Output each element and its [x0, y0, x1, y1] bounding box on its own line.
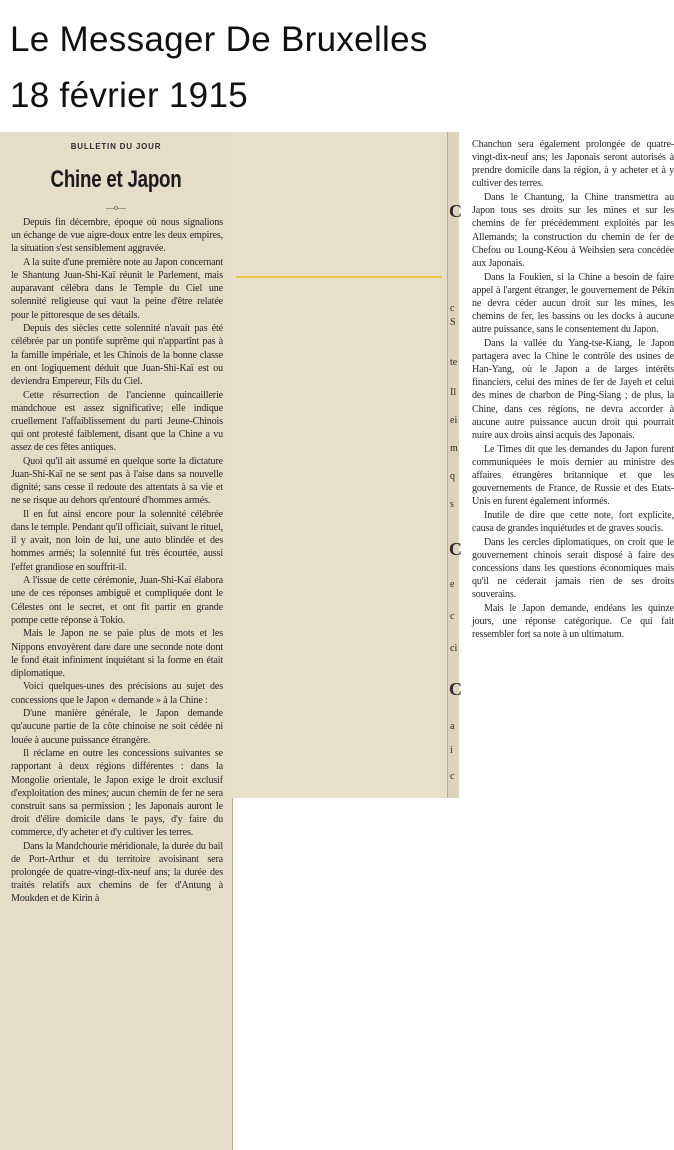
- highlight-underline: [236, 276, 442, 278]
- article-title: Chine et Japon: [50, 166, 182, 193]
- paragraph: Mais le Japon ne se paie plus de mots et les Nippons envoyèrent dare dare une seconde note dont le fond était infiniment inquiétant si la forme en était diplomatique.: [11, 628, 223, 679]
- publication-date: 18 février 1915: [10, 76, 248, 115]
- title-separator: —o—: [106, 203, 126, 212]
- paragraph: Le Times dit que les demandes du Japon furent communiquées le mois dernier au ministre des affaires étrangères britannique et que les gouvernements de France, de Russie et des Etats-Unis en furent également informés.: [472, 443, 674, 508]
- clipping-right-column: [232, 132, 674, 798]
- rubric-label: BULLETIN DU JOUR: [70, 142, 162, 151]
- edge-letter: c: [450, 611, 455, 622]
- edge-letter: te: [450, 357, 458, 368]
- paragraph: A la suite d'une première note au Japon concernant le Shantung Juan-Shi-Kaï réunit le Parlement, mais auparavant célébra dans le Temple du Ciel une solennité religieuse qui vaut la peine d'être relatée pour le pittoresque de ses détails.: [11, 256, 223, 321]
- paragraph: Il en fut ainsi encore pour la solennité célébrée dans le temple. Pendant qu'il officiait, suivant le rituel, il y avait, non loin de lui, une auto blindée et des hommes armés; la solennité fut très écourtée, aussi l'effet grandiose en souffrit-il.: [11, 508, 223, 573]
- paragraph-continuation: Chanchun sera également prolongée de quatre-vingt-dix-neuf ans; les Japonais seront autorisés à prendre domicile dans la région, à y acheter et à y cultiver des terres.: [472, 139, 674, 190]
- adjacent-column-edge: [447, 132, 462, 798]
- paragraph: Dans la Foukien, si la Chine a besoin de faire appel à l'argent étranger, le gouvernement de Pékin ne devra céder aucun droit sur les mines, les chemins de fer, les bassins ou les docks à aucune autre puissance, sans le consentement du Japon.: [472, 271, 674, 336]
- publication-title: Le Messager De Bruxelles: [10, 20, 428, 59]
- clipping-left-column: [0, 132, 233, 1150]
- edge-letter: a: [450, 721, 455, 732]
- paragraph: Depuis des siècles cette solennité n'avait pas été célébrée par un pontife suprême qui n'appartînt pas à la famille impériale, et les Chinois de la bonne classe en ont logiquement déduit que Juan-Shi-Kaï est ou deviendra Empereur, Fils du Ciel.: [11, 323, 223, 387]
- edge-letter: s: [450, 499, 454, 510]
- edge-letter: C: [449, 539, 462, 559]
- edge-letter: ci: [450, 643, 458, 654]
- paragraph: Mais le Japon demande, endéans les quinze jours, une réponse catégorique. Ce qui fait ressembler fort sa note à un ultimatum.: [472, 602, 674, 641]
- paragraph: Inutile de dire que cette note, fort explicite, causa de grandes inquiétudes et de graves soucis.: [472, 509, 674, 535]
- paragraph: Dans la Mandchourie méridionale, la durée du bail de Port-Arthur et du territoire avoisinant sera prolongée de quatre-vingt-dix-neuf ans; la durée des traités relatifs aux chemins de fer d'Antung à Moukden et de Kirin à: [11, 840, 223, 905]
- paragraph: Voici quelques-unes des précisions au sujet des concessions que le Japon « demande » à la Chine :: [11, 681, 223, 706]
- paragraph: Dans la vallée du Yang-tse-Kiang, le Japon partagera avec la Chine le contrôle des usines de Han-Yang, où le Japon a de larges intérêts financiers, celui des mines de fer de Jayeh et celui des mines de charbon de Ping-Siang ; de plus, la Chine, dans ces régions, ne devra accorder à aucune autre puissance aucun droit qui pourrait nuire aux droits ainsi acquis des Japonais.: [472, 337, 674, 441]
- paragraph: Depuis fin décembre, époque où nous signalions un échange de vue aigre-doux entre les deux empires, la situation s'est sensiblement aggravée.: [11, 217, 223, 255]
- edge-letter: c: [450, 771, 455, 782]
- edge-letter: q: [450, 471, 455, 482]
- paragraph: Dans les cercles diplomatiques, on croit que le gouvernement chinois serait disposé à faire des concessions dans les questions économiques mais qu'il ne céderait jamais rien de ses droits souverains.: [472, 536, 674, 601]
- paragraph: Il réclame en outre les concessions suivantes se rapportant à deux régions différentes : dans la Mongolie orientale, le Japon exige le droit exclusif d'exploitation des mines; aucun chemin de fer ne sera construit sans sa permission ; les Japonais auront le droit d'élire domicile dans le pays, d'y faire du commerce, d'y acheter et d'y cultiver les terres.: [11, 748, 223, 839]
- paragraph: D'une manière générale, le Japon demande qu'aucune partie de la côte chinoise ne soit cédée ni louée à aucune puissance étrangère.: [11, 708, 223, 746]
- edge-letter: m: [450, 443, 458, 454]
- edge-letter: c: [450, 303, 455, 314]
- newspaper-clipping: [0, 132, 674, 1150]
- edge-letter: Il: [450, 387, 457, 398]
- right-column-text: [472, 138, 674, 641]
- edge-letter: i: [450, 745, 453, 756]
- paragraph: Cette résurrection de l'ancienne quincaillerie mandchoue est assez significative; elle indique cruellement l'affaiblissement du parti Jeune-Chinois qui ont protesté faiblement, disant que la Chine a vu assez de ces fêtes antiques.: [11, 389, 223, 454]
- edge-letter: e: [450, 579, 455, 590]
- edge-letter: S: [450, 317, 456, 328]
- paragraph: Dans le Chantung, la Chine transmettra au Japon tous ses droits sur les mines et sur les chemins de fer précédemment exploités par les Allemands; la construction du chemin de fer de Chefou ou Loung-Kéou à Weihsien sera concédée aux Japonais.: [472, 192, 674, 269]
- left-column-text: [11, 216, 223, 906]
- edge-letter: ei: [450, 415, 458, 426]
- page-header: [0, 0, 458, 132]
- edge-letter: C: [449, 679, 462, 699]
- paragraph: Quoi qu'il ait assumé en quelque sorte la dictature Juan-Shi-Kaï ne se sent pas à l'aise dans sa nouvelle dignité; sans cesse il redoute des attentats à sa vie et ne se risque au dehors qu'entouré d'hommes armés.: [11, 455, 223, 507]
- paragraph: A l'issue de cette cérémonie, Juan-Shi-Kaï élabora une de ces réponses ambiguë et compliquée dont le Célestes ont le secret, et ont fit partir en grande pompe cette réponse à Tokio.: [11, 575, 223, 626]
- edge-letter: C: [449, 201, 462, 221]
